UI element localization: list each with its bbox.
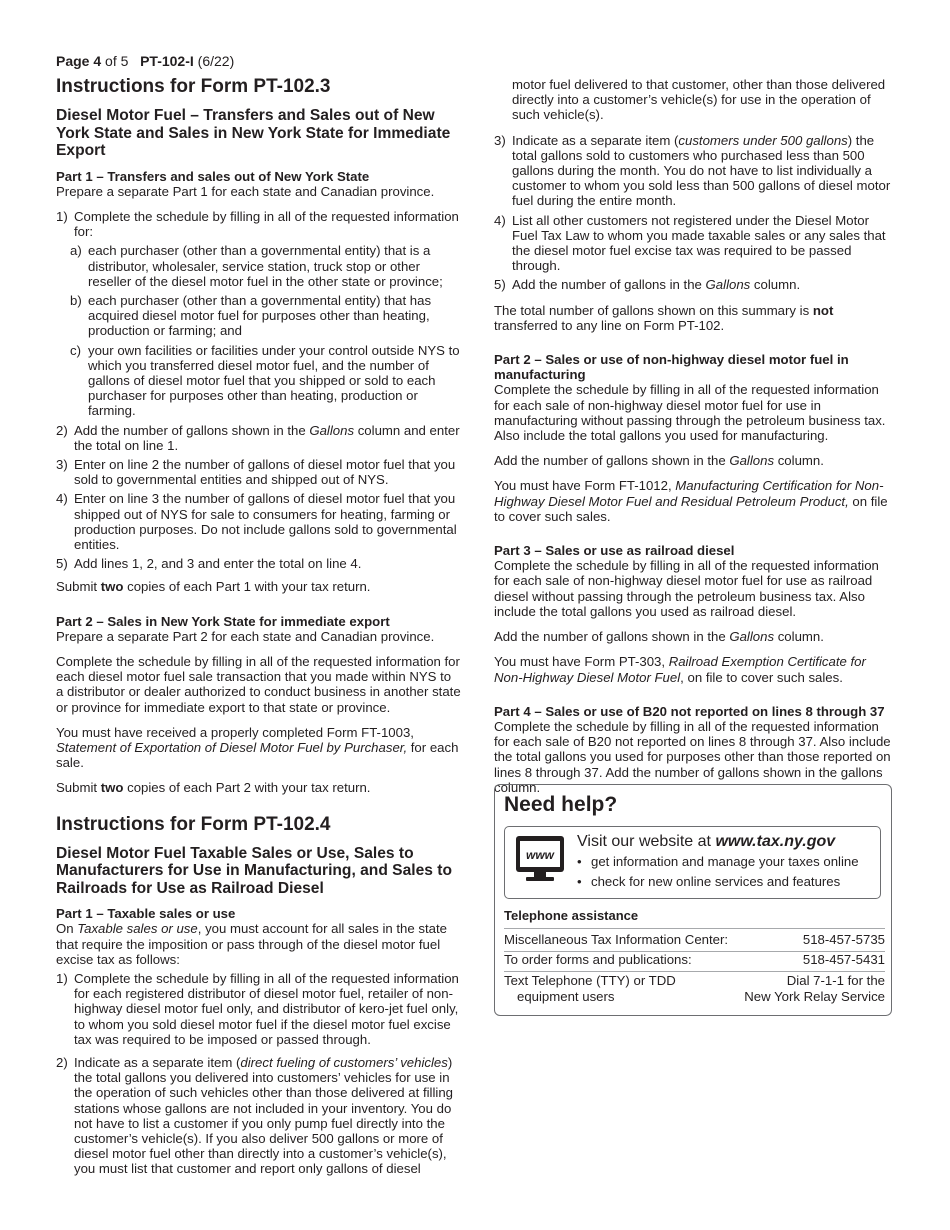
list-item bbox=[56, 209, 461, 239]
item-text bbox=[74, 423, 461, 453]
text-part: copies of each Part 2 with your tax return. bbox=[123, 780, 371, 796]
item-text: Enter on line 3 the number of gallons of diesel motor fuel that you shipped out of NYS for sale to consumers for heating, farming or production purposes. Do not include gallons sold to governmental entities. bbox=[74, 491, 457, 552]
part2-submit bbox=[56, 780, 461, 795]
list-item-continued bbox=[494, 77, 894, 123]
text-part: , you must account for all sales in the state that require the imposition or pass through of the diesel motor fuel excise tax as follows: bbox=[56, 921, 447, 967]
text-part: column. bbox=[774, 453, 824, 469]
r-part3-add bbox=[494, 629, 894, 644]
page-number: 4 bbox=[93, 53, 102, 69]
item-text: Complete the schedule by filling in all of the requested information for each registered distributor of diesel motor fuel, retailer of non-highway diesel motor fuel only, and distributor of kero-jet fuel only, to whom you sold diesel motor fuel if the diesel motor fuel excise tax was required to be imposed or passed through. bbox=[74, 970, 459, 1047]
divider bbox=[504, 928, 885, 929]
r-part4-body: Complete the schedule by filling in all of the requested information for each sale of B20 not reported on lines 8 through 37. Also include the total gallons you used for purposes other than those reported on lines 8 through 37. Add the number of gallons shown in the gallons column. bbox=[494, 718, 891, 795]
item-text bbox=[512, 133, 894, 209]
list-item bbox=[494, 133, 894, 209]
text-part: On bbox=[56, 921, 78, 937]
website-box bbox=[504, 826, 881, 899]
list-item bbox=[56, 556, 461, 571]
r-part3-heading: Part 3 – Sales or use as railroad diesel bbox=[494, 543, 735, 559]
text-part: ) the total gallons sold to customers who purchased less than 500 gallons during the month. You do not have to list individually a customer to whom you sold less than 500 gallons of diesel motor fuel during the entire month. bbox=[512, 132, 891, 209]
item-text-part: Add the number of gallons shown in the bbox=[74, 422, 310, 438]
tty-label-line: Text Telephone (TTY) or TDD bbox=[504, 973, 676, 988]
text-part: The total number of gallons shown on this summary is bbox=[494, 302, 813, 318]
tty-value-line: Dial 7-1-1 for the bbox=[786, 973, 885, 988]
phone-row bbox=[504, 932, 885, 948]
list-item bbox=[577, 852, 859, 872]
item-text: Complete the schedule by filling in all of the requested information for: bbox=[74, 208, 459, 240]
need-help-box bbox=[494, 784, 892, 1016]
text-part: copies of each Part 1 with your tax return. bbox=[123, 579, 371, 595]
text-part: Add the number of gallons shown in the bbox=[494, 453, 730, 469]
item-text: motor fuel delivered to that customer, other than those delivered directly into a customer’s vehicle(s) for use in the operation of such vehicle(s). bbox=[512, 77, 886, 123]
telephone-heading: Telephone assistance bbox=[504, 908, 639, 923]
list-item bbox=[56, 491, 461, 552]
item-text-part: column and enter the total on line 1. bbox=[74, 422, 460, 453]
text-italic: Gallons bbox=[705, 277, 751, 293]
visit-text: Visit our website at bbox=[577, 833, 716, 850]
text-bold: two bbox=[100, 579, 124, 595]
text-part: You must have Form FT-1012, bbox=[494, 478, 676, 494]
item-text bbox=[74, 1055, 461, 1177]
text-part: transferred to any line on Form PT-102. bbox=[494, 317, 725, 333]
part1-submit bbox=[56, 579, 461, 594]
list-item bbox=[494, 277, 894, 292]
r-part2-heading: Part 2 – Sales or use of non-highway diesel motor fuel in manufacturing bbox=[494, 352, 849, 383]
text-part: for each sale. bbox=[56, 740, 459, 771]
list-item bbox=[56, 423, 461, 453]
sub-text: each purchaser (other than a governmental entity) that has acquired diesel motor fuel for purposes other than heating, production or farming; and bbox=[88, 292, 432, 339]
item-number: 4) bbox=[56, 491, 68, 507]
list-item bbox=[56, 971, 461, 1047]
text-part: Submit bbox=[56, 579, 101, 595]
heading-pt-102-3: Instructions for Form PT-102.3 bbox=[56, 76, 331, 97]
text-bold: not bbox=[812, 302, 834, 318]
item-number: 2) bbox=[56, 1054, 68, 1070]
text-italic: direct fueling of customers’ vehicles bbox=[240, 1054, 448, 1070]
text-italic: Taxable sales or use bbox=[77, 921, 198, 937]
text-part: You must have received a properly completed Form FT-1003, bbox=[56, 724, 414, 740]
text-bold: two bbox=[100, 780, 124, 796]
item-number: 4) bbox=[494, 212, 506, 228]
visit-line bbox=[577, 832, 859, 852]
subheading-pt-102-3: Diesel Motor Fuel – Transfers and Sales out of New York State and Sales in New York State for Immediate Export bbox=[56, 107, 451, 159]
need-help-title: Need help? bbox=[504, 793, 618, 816]
item-text: List all other customers not registered under the Diesel Motor Fuel Tax Law to whom you made taxable sales or any sales that the diesel motor fuel excise tax was required to be passed through. bbox=[512, 212, 886, 274]
text-part: Indicate as a separate item ( bbox=[512, 132, 679, 148]
sub-item bbox=[70, 343, 461, 419]
text-part: Add the number of gallons in the bbox=[512, 277, 706, 293]
item-text-italic: Gallons bbox=[309, 422, 355, 438]
part1-intro: Prepare a separate Part 1 for each state and Canadian province. bbox=[56, 183, 435, 199]
text-part: ) the total gallons you delivered into customers’ vehicles for use in the operation of such vehicles other than those delivered at filling stations whose gallons are not included in your inventory. You do not have to list a customer if you only pump fuel directly into the customer’s vehicle(s). If you also deliver 500 gallons or more of diesel motor fuel other than directly into a customer’s vehicle(s), you must list that customer and report only gallons of diesel bbox=[74, 1054, 454, 1177]
list-item bbox=[577, 872, 859, 892]
website-text bbox=[577, 832, 859, 892]
text-italic: Statement of Exportation of Diesel Motor Fuel by Purchaser, bbox=[56, 740, 408, 755]
tty-label bbox=[504, 973, 676, 1004]
sub-letter: a) bbox=[70, 243, 82, 259]
computer-monitor-icon bbox=[514, 834, 566, 884]
item-text: Enter on line 2 the number of gallons of diesel motor fuel that you sold to governmental entities and shipped out of NYS. bbox=[74, 456, 456, 488]
list-item bbox=[56, 457, 461, 487]
sub-item bbox=[70, 243, 461, 289]
text-italic: customers under 500 gallons bbox=[678, 132, 848, 148]
r-part2-add bbox=[494, 453, 894, 468]
b-part1-intro bbox=[56, 921, 461, 967]
text-italic: Gallons bbox=[729, 629, 775, 645]
tty-label-line: equipment users bbox=[517, 988, 615, 1004]
bullet-text: check for new online services and features bbox=[591, 874, 841, 889]
phone-label: Miscellaneous Tax Information Center: bbox=[504, 932, 729, 947]
total-note bbox=[494, 303, 894, 333]
tty-value-line: New York Relay Service bbox=[744, 988, 885, 1004]
r-part4-heading: Part 4 – Sales or use of B20 not reported on lines 8 through 37 bbox=[494, 703, 885, 719]
list-item bbox=[56, 1055, 461, 1177]
left-column bbox=[56, 76, 461, 1181]
item-text: Add lines 1, 2, and 3 and enter the total on line 4. bbox=[74, 556, 362, 572]
phone-number: 518-457-5431 bbox=[802, 952, 885, 967]
phone-label: To order forms and publications: bbox=[504, 952, 692, 967]
heading-pt-102-4: Instructions for Form PT-102.4 bbox=[56, 813, 331, 835]
r-part2-must bbox=[494, 478, 894, 524]
r-part3-body: Complete the schedule by filling in all of the requested information for each sale of non-highway diesel motor fuel for use as railroad diesel without passing through the petroleum business tax. Also include the total gallons you used as railroad diesel. bbox=[494, 558, 879, 619]
text-part: Indicate as a separate item ( bbox=[74, 1054, 241, 1070]
page-word: Page bbox=[56, 53, 90, 69]
subheading-pt-102-4: Diesel Motor Fuel Taxable Sales or Use, Sales to Manufacturers for Use in Manufacturing, and Sales to Railroads for Use as Railroad Diesel bbox=[56, 844, 452, 897]
right-column bbox=[494, 77, 894, 805]
divider bbox=[504, 971, 885, 972]
bullet-icon: • bbox=[577, 854, 582, 869]
sub-letter: b) bbox=[70, 292, 82, 308]
form-revision: (6/22) bbox=[193, 53, 235, 69]
b-part1-heading: Part 1 – Taxable sales or use bbox=[56, 906, 236, 922]
item-number: 1) bbox=[56, 208, 68, 224]
list-item bbox=[494, 213, 894, 274]
part2-body: Complete the schedule by filling in all of the requested information for each diesel motor fuel sale transaction that you made within NYS to a distributor or dealer authorized to conduct business in another state or province for immediate export to that state or province. bbox=[56, 653, 461, 715]
tty-value bbox=[744, 973, 885, 1004]
text-italic: Railroad Exemption Certificate for Non-Highway Diesel Motor Fuel bbox=[494, 654, 866, 685]
text-part: , on file to cover such sales. bbox=[680, 669, 843, 685]
sub-text: each purchaser (other than a governmental entity) that is a distributor, wholesaler, service station, truck stop or other reseller of the diesel motor fuel in the other state or province; bbox=[88, 243, 443, 289]
page-of: of 5 bbox=[101, 53, 129, 69]
text-part: You must have Form PT-303, bbox=[494, 654, 669, 670]
bullet-icon: • bbox=[577, 874, 582, 889]
sub-text: your own facilities or facilities under your control outside NYS to which you transferred diesel motor fuel, and the number of gallons of diesel motor fuel that you shipped or sold to each purchaser for purposes other than heating, production or farming. bbox=[88, 342, 460, 419]
text-part: Add the number of gallons shown in the bbox=[494, 629, 730, 645]
text-italic: Manufacturing Certification for Non-Highway Diesel Motor Fuel and Residual Petroleum Product, bbox=[494, 478, 884, 509]
sub-letter: c) bbox=[70, 342, 81, 358]
page-header bbox=[56, 53, 234, 69]
www-label: www bbox=[525, 848, 555, 862]
bullet-text: get information and manage your taxes online bbox=[591, 854, 859, 869]
text-italic: Gallons bbox=[729, 453, 775, 469]
part2-intro: Prepare a separate Part 2 for each state and Canadian province. bbox=[56, 628, 435, 644]
text-part: Submit bbox=[56, 780, 101, 796]
r-part3-must bbox=[494, 654, 894, 684]
text-part: column. bbox=[750, 277, 801, 293]
item-number: 3) bbox=[494, 132, 506, 148]
item-text bbox=[512, 277, 894, 292]
r-part2-body: Complete the schedule by filling in all of the requested information for each sale of non-highway diesel motor fuel for use in manufacturing without passing through the petroleum business tax. Also include the total gallons you used for manufacturing. bbox=[494, 382, 886, 444]
website-link[interactable]: www.tax.ny.gov bbox=[715, 833, 836, 850]
item-number: 1) bbox=[56, 970, 68, 986]
text-part: column. bbox=[774, 629, 824, 645]
item-number: 5) bbox=[494, 277, 506, 293]
item-number: 2) bbox=[56, 422, 68, 438]
phone-row bbox=[504, 952, 885, 968]
part2-heading: Part 2 – Sales in New York State for immediate export bbox=[56, 613, 390, 629]
form-id: PT-102-I bbox=[140, 53, 194, 69]
text-part: on file to cover such sales. bbox=[494, 493, 888, 524]
part2-must bbox=[56, 725, 461, 771]
item-number: 5) bbox=[56, 556, 68, 572]
part1-heading: Part 1 – Transfers and sales out of New York State bbox=[56, 168, 370, 184]
sub-item bbox=[70, 293, 461, 339]
phone-row-tty bbox=[504, 973, 885, 1004]
phone-number: 518-457-5735 bbox=[802, 932, 885, 947]
item-number: 3) bbox=[56, 456, 68, 472]
